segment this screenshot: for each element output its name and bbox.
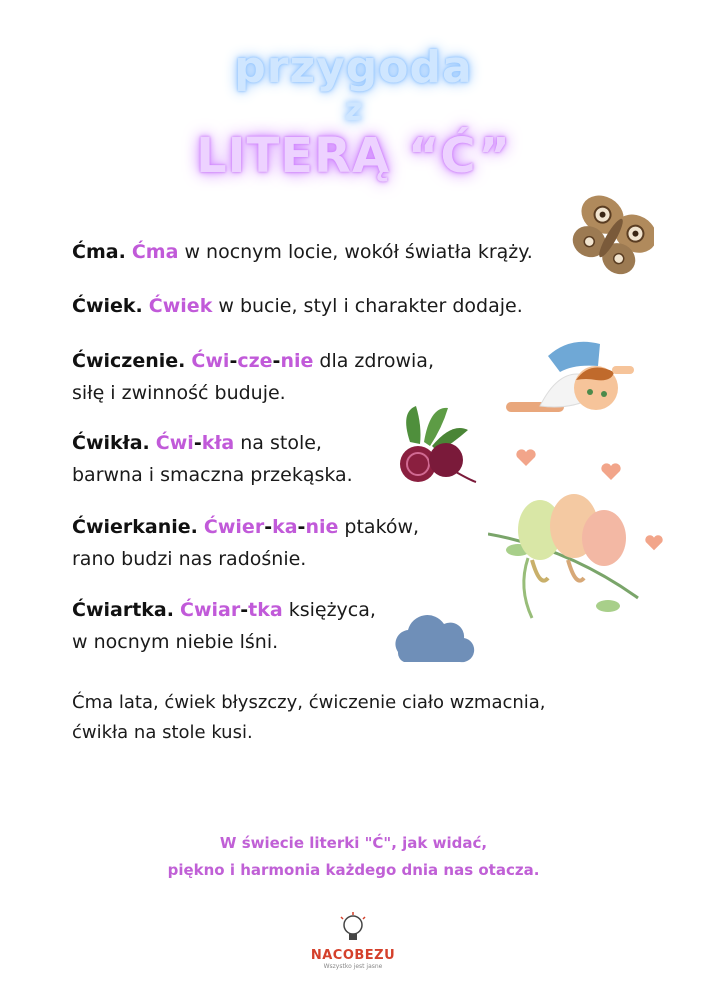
syllable: kła [201, 432, 235, 454]
verse-rest: w bucie, styl i charakter dodaje. [212, 295, 523, 317]
title-line-2: z [344, 90, 363, 128]
logo-tagline: Wszystko jest jasne [323, 963, 383, 970]
syllable-separator: - [264, 516, 273, 538]
syllable: Ćwiar [180, 599, 241, 621]
logo-name: NACOBEZU [310, 948, 396, 963]
verse-word: Ćwiartka. [72, 599, 174, 621]
closing-text [72, 688, 546, 748]
final-line-1: W świecie literki "Ć", jak widać, [219, 834, 488, 852]
verse-syllables [180, 599, 283, 621]
moon-cloud-icon [386, 580, 502, 676]
syllable-separator: - [193, 432, 202, 454]
heart-icon [515, 448, 537, 468]
birds-icon [488, 478, 644, 628]
exercising-child-icon [500, 336, 640, 420]
syllable: Ćwier [203, 516, 265, 538]
syllable: nie [305, 516, 339, 538]
verse-rest: dla zdrowia, [313, 350, 434, 372]
syllable-separator: - [272, 350, 281, 372]
verse-line-2: w nocnym niebie lśni. [72, 631, 279, 653]
verse-syllables [156, 432, 234, 454]
syllable: Ćwiek [148, 295, 213, 317]
syllable: cze [237, 350, 273, 372]
moth-icon [568, 192, 654, 284]
verse-cwiek [72, 290, 523, 322]
final-text [0, 830, 707, 884]
syllable: nie [280, 350, 314, 372]
verse-word: Ćma. [72, 241, 126, 263]
final-line-2: piękno i harmonia każdego dnia nas otacza. [167, 861, 540, 879]
beet-icon [390, 402, 480, 486]
syllable-separator: - [229, 350, 238, 372]
verse-word: Ćwikła. [72, 432, 150, 454]
verse-line-2: rano budzi nas radośnie. [72, 548, 307, 570]
verse-cma [72, 236, 533, 268]
syllable: ka [272, 516, 298, 538]
verse-line-2: siłę i zwinność buduje. [72, 382, 286, 404]
verse-rest: w nocnym locie, wokół światła krąży. [178, 241, 533, 263]
verse-rest: ptaków, [338, 516, 420, 538]
verse-syllables [149, 295, 213, 317]
verse-cwiartka [72, 594, 376, 658]
verse-rest: na stole, [234, 432, 322, 454]
title-line-1: przygoda [234, 42, 473, 93]
syllable: Ćwi [155, 432, 194, 454]
verse-cwiczenie [72, 345, 434, 409]
syllable-separator: - [297, 516, 306, 538]
verse-rest: księżyca, [282, 599, 376, 621]
verse-syllables [204, 516, 338, 538]
verse-line-2: barwna i smaczna przekąska. [72, 464, 353, 486]
verse-syllables [132, 241, 179, 263]
syllable: tka [248, 599, 283, 621]
verse-word: Ćwierkanie. [72, 516, 198, 538]
heart-icon [644, 534, 664, 552]
syllable-separator: - [240, 599, 249, 621]
verse-cwikla [72, 427, 353, 491]
verse-word: Ćwiek. [72, 295, 143, 317]
syllable: Ćma [131, 241, 179, 263]
logo [303, 912, 403, 970]
closing-line-1: Ćma lata, ćwiek błyszczy, ćwiczenie ciało wzmacnia, [72, 692, 546, 713]
verse-syllables [191, 350, 313, 372]
title-line-3: LITERĄ “Ć” [196, 128, 511, 184]
syllable: Ćwi [191, 350, 230, 372]
closing-line-2: ćwikła na stole kusi. [72, 722, 253, 743]
verse-word: Ćwiczenie. [72, 350, 186, 372]
lightbulb-icon [338, 912, 368, 944]
verse-cwierkanie [72, 511, 419, 575]
